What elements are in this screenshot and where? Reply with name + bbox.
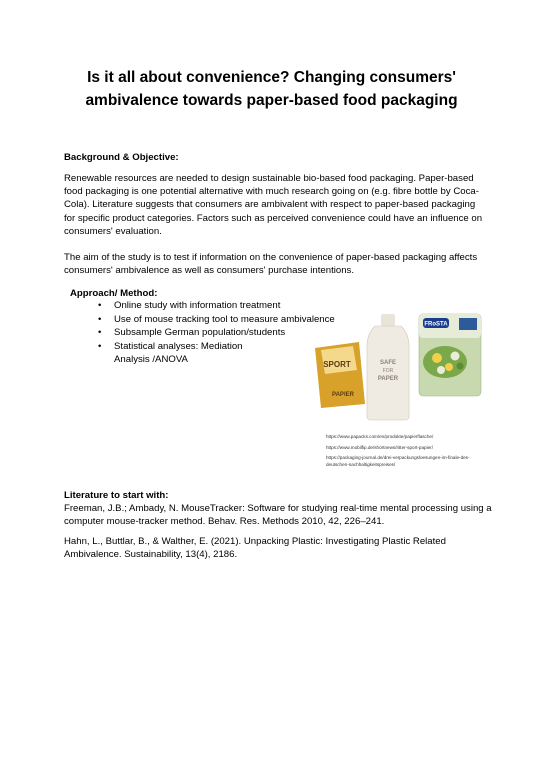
background-paragraph-2: The aim of the study is to test if information on the convenience of paper-based packaging affects consumers' ambivalence as well as consumers' purchase intentions. — [64, 252, 478, 277]
ritter-sport-pack — [315, 342, 365, 408]
literature-entry: Hahn, L., Buttlar, B., & Walther, E. (2021). Unpacking Plastic: Investigating Plastic Related Ambivalence. Sustainability, 13(4), 2186. — [64, 536, 446, 561]
background-paragraph-1: Renewable resources are needed to design sustainable bio-based food packaging. Paper-based food packaging is one potential alternative with much research going on (e.g. fibre bottle by Coca-Cola). Literature suggests that consumers are ambivalent with respect to paper-based packaging for specific product categories. Factors such as perceived convenience could have an influence on consumers' evaluation. — [64, 173, 483, 237]
paper-bottle — [367, 314, 409, 420]
approach-heading: Approach/ Method: — [70, 288, 158, 299]
image-sources — [326, 434, 486, 472]
bottle-text-paper: PAPER — [377, 376, 399, 382]
background-heading: Background & Objective: — [64, 152, 179, 163]
list-item: • Statistical analyses: Mediation Analysis /ANOVA — [96, 340, 264, 367]
sport-logo: SPORT — [323, 360, 351, 369]
bottle-text-safe: SAFE — [379, 360, 397, 366]
literature-heading: Literature to start with: — [64, 490, 169, 501]
frosta-bag — [419, 314, 481, 396]
source-link[interactable]: https://packaging-journal.de/drei-verpackungsloesungen-im-finale-des-deutschen-nachhaltigkeitspreises/ — [326, 455, 470, 467]
list-item: • Online study with information treatment — [96, 299, 336, 313]
packaging-photo — [313, 312, 483, 422]
title-line-2: ambivalence towards paper-based food packaging — [85, 92, 458, 109]
frosta-logo: FRoSTA — [424, 321, 448, 328]
source-link[interactable]: https://www.mobilfip.de/shortnews/ritter-sport-papier/ — [326, 444, 433, 450]
list-item: • Use of mouse tracking tool to measure ambivalence — [96, 313, 336, 327]
title-line-1: Is it all about convenience? Changing consumers' — [87, 69, 456, 86]
source-link[interactable]: https://www.papacks.com/en/produkte/papierflasche/ — [326, 434, 434, 439]
approach-list — [96, 299, 336, 367]
list-item: • Subsample German population/students — [96, 326, 336, 340]
bottle-text-for: FOR — [382, 368, 394, 374]
sport-paper-label: PAPIER — [332, 392, 354, 398]
literature-entry: Freeman, J.B.; Ambady, N. MouseTracker: Software for studying real-time mental processing using a computer mouse-tracker method. Behav. Res. Methods 2010, 42, 226–241. — [64, 503, 492, 528]
document-title — [40, 66, 503, 112]
